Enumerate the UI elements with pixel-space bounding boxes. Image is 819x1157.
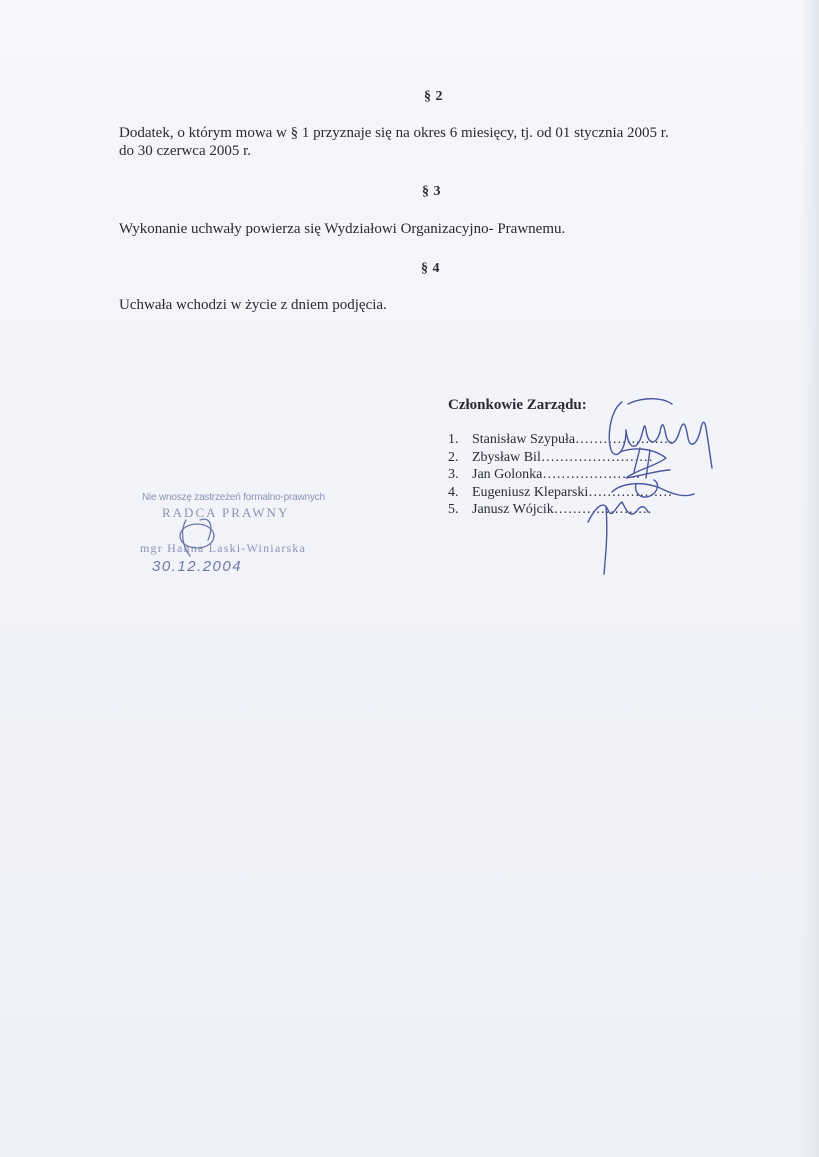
member-signature-line: ………………… [553,502,652,517]
member-signature-line: ……………… [588,484,673,500]
member-number: 5. [448,502,459,517]
section-2-heading: § 2 [424,89,443,104]
section-3-heading: § 3 [422,184,441,199]
section-2-text-line-1: Dodatek, o którym mowa w § 1 przyznaje się na okres 6 miesięcy, tj. od 01 stycznia 2005 r. [119,125,669,141]
member-signature-line: ………………… [575,432,674,447]
section-3-text: Wykonanie uchwały powierza się Wydziałowi Organizacyjno- Prawnemu. [119,221,566,237]
section-4-heading: § 4 [421,261,440,276]
board-members-title: Członkowie Zarządu: [448,397,587,413]
member-number: 3. [448,467,459,482]
member-name: Zbysław Bil [472,449,541,465]
member-number: 4. [448,484,459,500]
stamp-date: 30.12.2004 [152,558,243,575]
member-number: 2. [448,449,459,465]
member-name: Eugeniusz Kleparski [472,484,589,500]
member-name: Janusz Wójcik [472,502,554,517]
stamp-title: RADCA PRAWNY [162,505,290,520]
section-4-text: Uchwała wchodzi w życie z dniem podjęcia. [119,297,387,313]
member-signature-line: ………………… [542,467,641,482]
member-name: Stanisław Szypuła [472,432,576,447]
stamp-name: mgr Hanna Laski-Winiarska [140,541,307,555]
member-name: Jan Golonka [472,467,543,482]
stamp-line-1: Nie wnoszę zastrzeżeń formalno-prawnych [142,492,325,503]
member-number: 1. [448,432,459,447]
section-2-text-line-2: do 30 czerwca 2005 r. [119,143,252,159]
member-signature-line: …………………… [540,449,653,465]
